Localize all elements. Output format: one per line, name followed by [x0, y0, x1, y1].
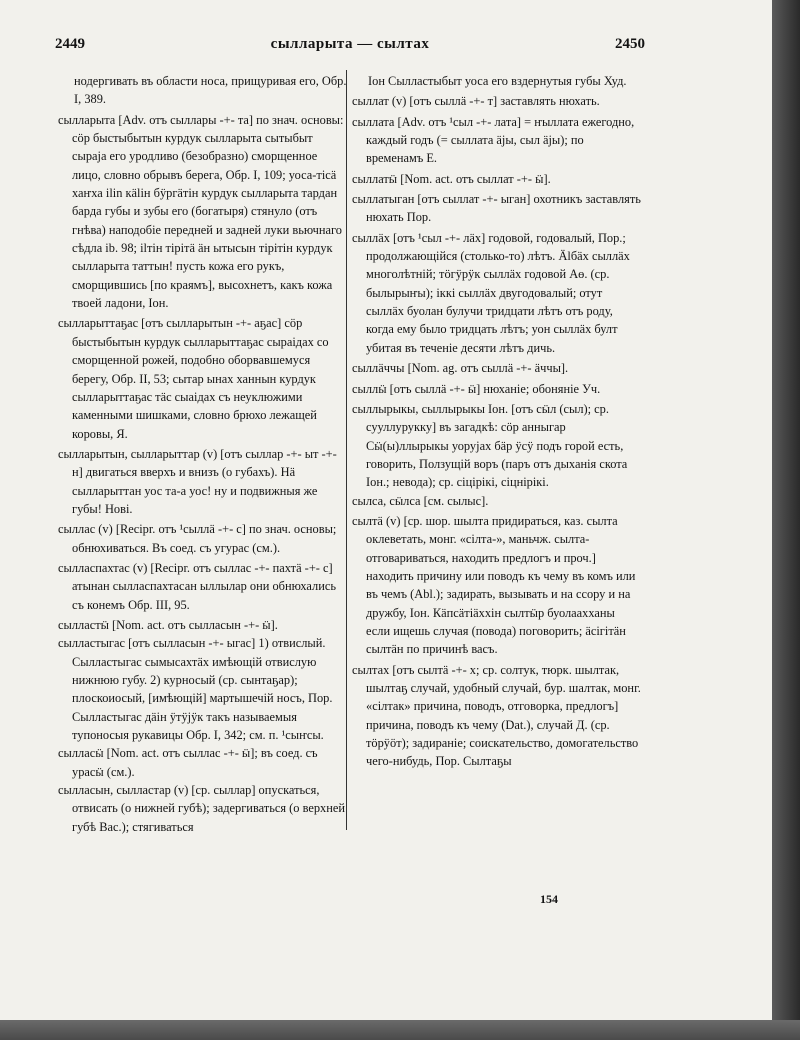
right-page-number: 2450 [615, 36, 645, 52]
entry-syllastygas: сылластыгас [отъ сылласын -+- ыгас] 1) отвислый. Сылластыгас сымысахтӓх имѣющій отвислую нижнюю губу. 2) курносый (ср. сынтаҕар); плоскоиосый, [имѣющій] мартышечій носъ, Пор. Сылластыгас дӓін ӱтӱјӱк такъ называемыя тупоносыя рукавицы Обр. I, 342; см. п. ¹сыҥсы. [58, 636, 333, 743]
entry-syllasty: сылластӹ [Nom. act. отъ сылласын -+- ӹ]. [58, 617, 278, 632]
right-column [352, 72, 642, 771]
scan-bottom-edge [0, 1020, 800, 1040]
entry-syllaty: сыллатӹ [Nom. act. отъ сыллат -+- ӹ]. [352, 171, 551, 186]
entry-syllakh: сыллӓх [отъ ¹сыл -+- лӓх] годовой, годовалый, Пор.; продолжающійся (столько-то) лѣтъ. Ӓlбӓх сыллӓх многолѣтній; тӧгӱрӱк сыллӓх годовой Аө. (ср. былырыҥы); іккі сыллӓх двугодовалый; отут сыллӓх буолан булучи тридцати лѣтъ отъ роду, когда ему было тридцать лѣтъ; уон сыллӓх булт убитая въ теченіе десяти лѣтъ дичь. [352, 230, 630, 355]
entry-sylsa: сылса, сӹлса [см. сылыс]. [352, 493, 489, 508]
left-page-number: 2449 [55, 36, 85, 52]
entry-syllat: сыллат (v) [отъ сыллӓ -+- т] заставлять нюхать. [352, 94, 600, 109]
entry-syllaspakhtas: сылласпахтас (v) [Recipr. отъ сыллас -+- пахтӓ -+- с] атынан сылласпахтасан ыллылар они обнюхались съ конемъ Обр. III, 95. [58, 560, 336, 612]
entry-syllasy: сылласӹ [Nom. act. отъ сыллас -+- ӹ]; въ соед. съ урасӹ (см.). [58, 746, 318, 779]
entry-sylta: сылтӓ (v) [ср. шор. шылта придираться, каз. сылта оклеветать, монг. «сілта-», маньчж. сылта- отговариваться, находить предлогъ и проч.] находить причину или поводъ къ чему въ комъ или въ чемъ (Abl.); задирать, вызывать и на ссору и на дружбу, Іон. Кӓпсӓтіӓххін сылтӹр буолаахханы если ищешь случая (повода) поговорить; ӓсігітӓн сылтӓн по причинѣ васъ. [352, 513, 636, 657]
entry-syllarytyn: сылларытын, сылларыттар (v) [отъ сыллар -+- ыт -+- н] двигаться вверхъ и внизъ (о губахъ). Нӓ сылларыттан уос та-а уос! ну и подвижныя же губы! Нові. [58, 446, 337, 516]
running-title: сылларыта — сылтах [270, 36, 430, 52]
signature-number: 154 [540, 892, 558, 906]
entry-syllachchy: сыллӓччы [Nom. ag. отъ сыллӓ -+- ӓччы]. [352, 361, 569, 376]
entry-syllatygan: сыллатыган [отъ сыллат -+- ыган] охотникъ заставлять нюхать Пор. [352, 192, 641, 225]
entry-syllas: сыллас (v) [Recipr. отъ ¹сыллӓ -+- с] по знач. основы; обнюхиваться. Въ соед. съ угурас (см.). [58, 522, 337, 555]
entry-syllyryky: сыллырыкы, сыллырыкы Іон. [отъ сӹл (сыл); ср. сууллурукку] въ загадкѣ: сӧр анныгар Сӹ(ы)ллырыкы уоруjах бӓр ӱсӱ подъ горой есть, говорить, Ползущій воръ (паръ отъ дыханія скота Іон.; невода); ср. сіцірікі, сіцнірікі. [352, 401, 628, 490]
entry-continuation: Іон Сылластыбыт уоса его вздернутыя губы Худ. [368, 74, 627, 88]
entry-sylly: сыллӹ [отъ сыллӓ -+- ӹ] нюханіе; обоняніе Уч. [352, 381, 601, 396]
page-header [55, 36, 645, 58]
entry-syllasyn: сылласын, сылластар (v) [ср. сыллар] опускаться, отвисать (о нижней губѣ); задергиваться (о верхней губѣ Вас.); стягиваться [58, 783, 346, 834]
entry-syllarytagas: сылларыттаҕас [отъ сылларытын -+- аҕас] сӧр быстыбытын курдук сылларыттаҕас сыраідах со сморщенной рожей, подобно оборвавшемуся берегу, Обр. II, 53; сытар ынах ханнын курдук сылларыттаҕас тӓс сыаідах съ неуклюжими каменными шишками, словно брюхо лежащей коровы, Я. [58, 316, 329, 441]
column-divider [346, 70, 347, 830]
entry-syltakh: сылтах [отъ сылтӓ -+- х; ср. солтук, тюрк. шылтак, шылтаҕ случай, удобный случай, бур. шалтак, монг. «сілтак» причина, поводъ, отговорка, предлогъ] причина, поводъ къ чему (Dat.), случай Д. (ср. тӧрӱӧт); задираніе; соискательство, домогательство чего-нибудь, Пор. Сылтаҕы [352, 662, 641, 769]
entry-syllata: сыллата [Adv. отъ ¹сыл -+- лата] = ҥыллата ежегодно, каждый годъ (= сыллата ӓјы, сыл ӓјы); по временамъ Е. [352, 114, 635, 166]
scan-edge [772, 0, 800, 1040]
entry-syllaryta: сылларыта [Adv. отъ сыллары -+- та] по знач. основы: сӧр быстыбытын курдук сылларыта сытыбыт сыраја его уродливо (безобразно) сморщенное лицо, словно обрывъ берега, Обр. I, 109; уоса-тісӓ хаҥха ilin кӓlін бӱргӓтін курдук сылларыта тардан барда губы и зубы его (богатыря) стянуло (отъ гнѣва) наподобіе передней и задней луки вьючнаго сѣдла ib. 98; іlтін тірітӓ ӓн ытысын тірітін курдук сылларыта таттын! пусть кожа его рукъ, сморщившись [по краямъ], высохнетъ, какъ кожа твоей ладони, Іон. [58, 112, 344, 311]
entry-continuation: нодергивать въ области носа, прищуривая его, Обр. I, 389. [74, 74, 347, 107]
left-column [58, 72, 348, 836]
